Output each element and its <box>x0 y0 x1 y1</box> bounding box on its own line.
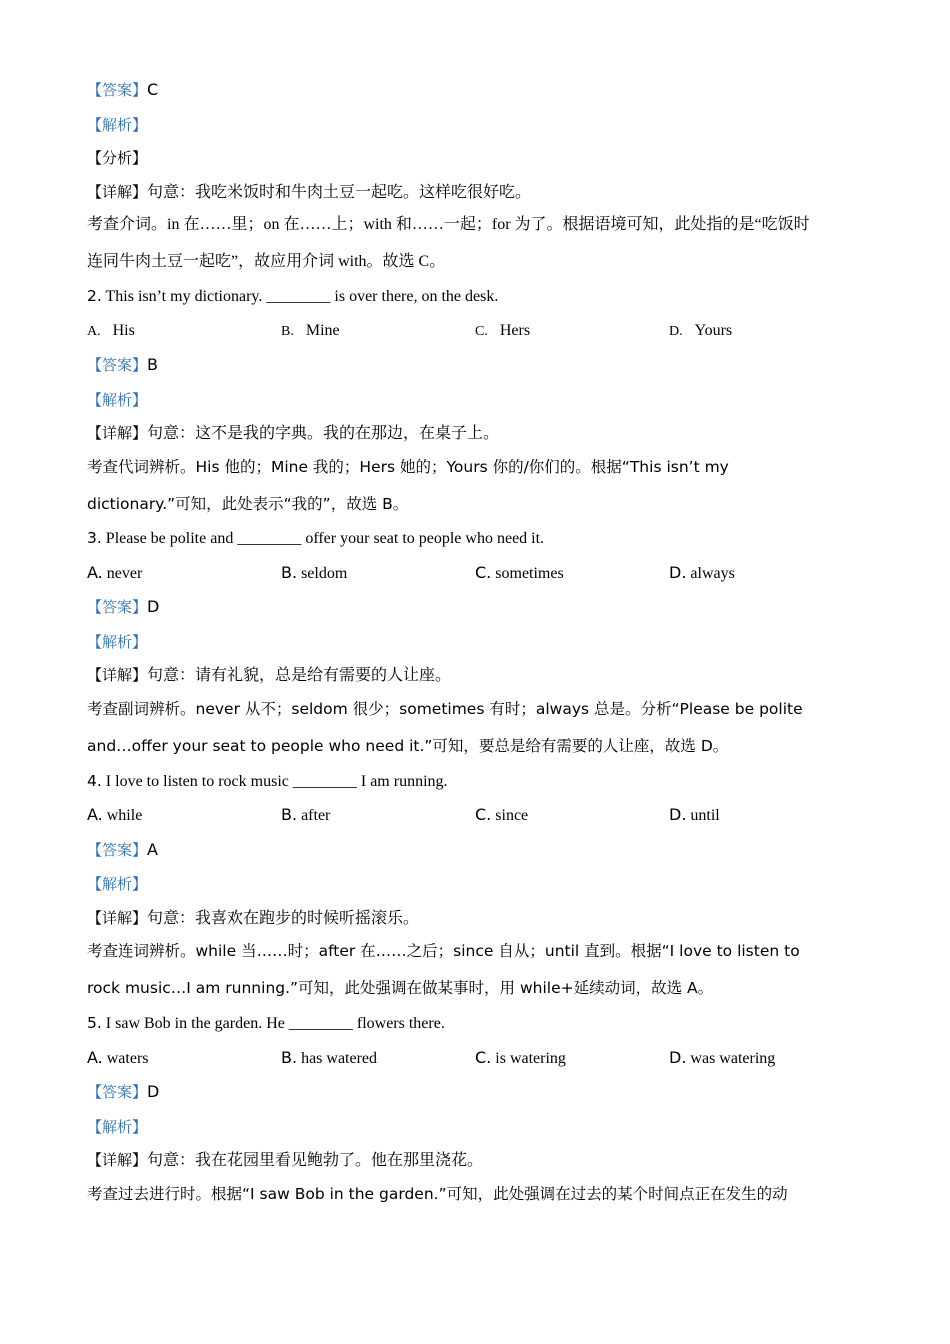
q1-answer: C <box>147 80 159 99</box>
q4-explanation-line1: 考查连词辨析。while 当……时；after 在……之后；since 自从；until 直到。根据“I love to listen to <box>87 942 800 960</box>
q4-option-b: B. after <box>281 805 331 824</box>
q4-answer: A <box>147 840 158 859</box>
q2-answer-line: 【答案】B <box>87 355 158 374</box>
q3-stem-line <box>87 528 544 549</box>
q3-option-a: A. never <box>87 563 143 582</box>
q1-detail-line: 【详解】句意：我吃米饭时和牛肉土豆一起吃。这样吃很好吃。 <box>87 183 532 201</box>
q4-number: 4. <box>87 772 102 790</box>
q4-stem: I love to listen to rock music ________ I am running. <box>105 773 448 790</box>
q3-explanation-line1: 考查副词辨析。never 从不；seldom 很少；sometimes 有时；always 总是。分析“Please be polite <box>87 700 803 718</box>
q5-option-a: A. waters <box>87 1048 149 1067</box>
q5-answer-line: 【答案】D <box>87 1082 160 1101</box>
q5-stem-line <box>87 1013 445 1034</box>
q3-explanation-line2: and…offer your seat to people who need it.”可知，要总是给有需要的人让座，故选 D。 <box>87 737 729 755</box>
q3-stem: Please be polite and ________ offer your seat to people who need it. <box>105 530 545 547</box>
q3-analysis-label: 【解析】 <box>87 633 148 651</box>
q3-detail: 句意：请有礼貌，总是给有需要的人让座。 <box>147 667 452 684</box>
q2-stem: This isn’t my dictionary. ________ is over there, on the desk. <box>105 288 499 305</box>
q2-answer: B <box>147 355 158 374</box>
q5-option-b: B. has watered <box>281 1048 378 1067</box>
q3-option-d: D. always <box>669 563 735 582</box>
q2-analysis-label: 【解析】 <box>87 391 148 409</box>
q2-option-b: B. Mine <box>281 322 340 339</box>
q4-detail-line: 【详解】句意：我喜欢在跑步的时候听摇滚乐。 <box>87 909 420 927</box>
q5-explanation-line1: 考查过去进行时。根据“I saw Bob in the garden.”可知，此处强调在过去的某个时间点正在发生的动 <box>87 1185 788 1203</box>
q5-detail-line: 【详解】句意：我在花园里看见鲍勃了。他在那里浇花。 <box>87 1151 484 1169</box>
q5-detail: 句意：我在花园里看见鲍勃了。他在那里浇花。 <box>147 1152 484 1169</box>
q5-stem: I saw Bob in the garden. He ________ flowers there. <box>105 1015 445 1032</box>
q4-option-c: C. since <box>475 805 529 824</box>
q4-explanation-line2: rock music…I am running.”可知，此处强调在做某事时，用 while+延续动词，故选 A。 <box>87 979 714 997</box>
q4-option-d: D. until <box>669 805 720 824</box>
q4-detail: 句意：我喜欢在跑步的时候听摇滚乐。 <box>147 910 420 927</box>
answer-label: 【答案】 <box>87 81 148 99</box>
q2-detail: 句意：这不是我的字典。我的在那边，在桌子上。 <box>147 425 500 442</box>
q1-fenxi-label: 【分析】 <box>87 149 148 167</box>
q5-analysis-label: 【解析】 <box>87 1118 148 1136</box>
q2-explanation-line2: dictionary.”可知，此处表示“我的”，故选 B。 <box>87 495 409 513</box>
q2-stem-line <box>87 286 498 307</box>
q3-detail-line: 【详解】句意：请有礼貌，总是给有需要的人让座。 <box>87 666 452 684</box>
q2-detail-line: 【详解】句意：这不是我的字典。我的在那边，在桌子上。 <box>87 424 500 442</box>
q2-option-d: D. Yours <box>669 322 733 339</box>
q5-option-c: C. is watering <box>475 1048 566 1067</box>
q4-answer-line: 【答案】A <box>87 840 158 859</box>
q2-option-a: A. His <box>87 322 135 339</box>
q3-option-b: B. seldom <box>281 563 348 582</box>
q1-explanation-line1: 考查介词。in 在……里；on 在……上；with 和……一起；for 为了。根据语境可知，此处指的是“吃饭时 <box>87 216 810 233</box>
q1-explanation-line2: 连同牛肉土豆一起吃”，故应用介词 with。故选 C。 <box>87 253 446 270</box>
q1-analysis-label: 【解析】 <box>87 116 148 134</box>
q1-answer-line <box>87 80 158 101</box>
q5-option-d: D. was watering <box>669 1048 776 1067</box>
q4-option-a: A. while <box>87 805 143 824</box>
q1-detail: 句意：我吃米饭时和牛肉土豆一起吃。这样吃很好吃。 <box>147 184 532 201</box>
q3-answer: D <box>147 597 160 616</box>
q3-option-c: C. sometimes <box>475 563 564 582</box>
q2-explanation-line1: 考查代词辨析。His 他的；Mine 我的；Hers 她的；Yours 你的/你们的。根据“This isn’t my <box>87 458 729 476</box>
q2-number: 2. <box>87 287 102 305</box>
q2-option-c: C. Hers <box>475 322 531 339</box>
q3-number: 3. <box>87 529 102 547</box>
q4-stem-line <box>87 771 448 792</box>
q5-number: 5. <box>87 1014 102 1032</box>
q3-answer-line: 【答案】D <box>87 597 160 616</box>
q5-answer: D <box>147 1082 160 1101</box>
q4-analysis-label: 【解析】 <box>87 875 148 893</box>
